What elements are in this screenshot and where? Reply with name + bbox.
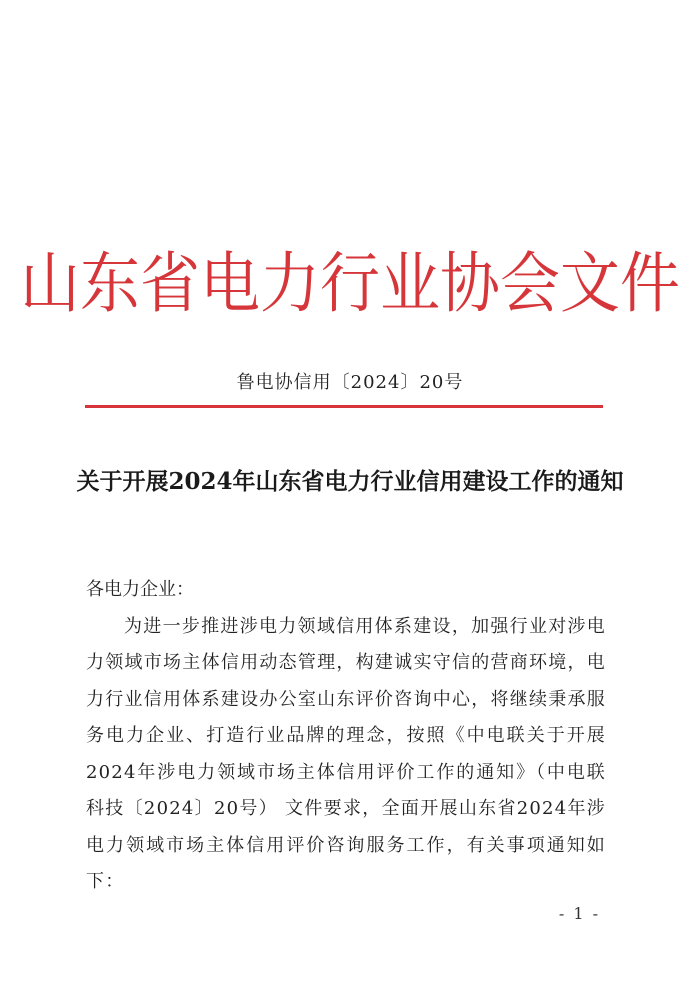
notice-body — [86, 572, 606, 901]
salutation: 各电力企业： — [86, 579, 194, 600]
red-divider-line — [85, 405, 603, 408]
notice-title: 关于开展2024年山东省电力行业信用建设工作的通知 — [76, 468, 624, 495]
document-number: 鲁电协信用〔2024〕20号 — [236, 372, 464, 393]
body-paragraph: 为进一步推进涉电力领域信用体系建设，加强行业对涉电力领域市场主体信用动态管理，构建诚实守信的营商环境，电力行业信用体系建设办公室山东评价咨询中心，将继续秉承服务电力企业、打造行业品牌的理念，按照《中电联关于开展2024年涉电力领域市场主体信用评价工作的通知》（中电联科技〔2024〕20号） 文件要求，全面开展山东省2024年涉电力领域市场主体信用评价咨询服务工作，有关事项通知如下： — [86, 615, 606, 892]
issuer-header-title: 山东省电力行业协会文件 — [20, 245, 680, 323]
page-number: - 1 - — [558, 904, 600, 923]
